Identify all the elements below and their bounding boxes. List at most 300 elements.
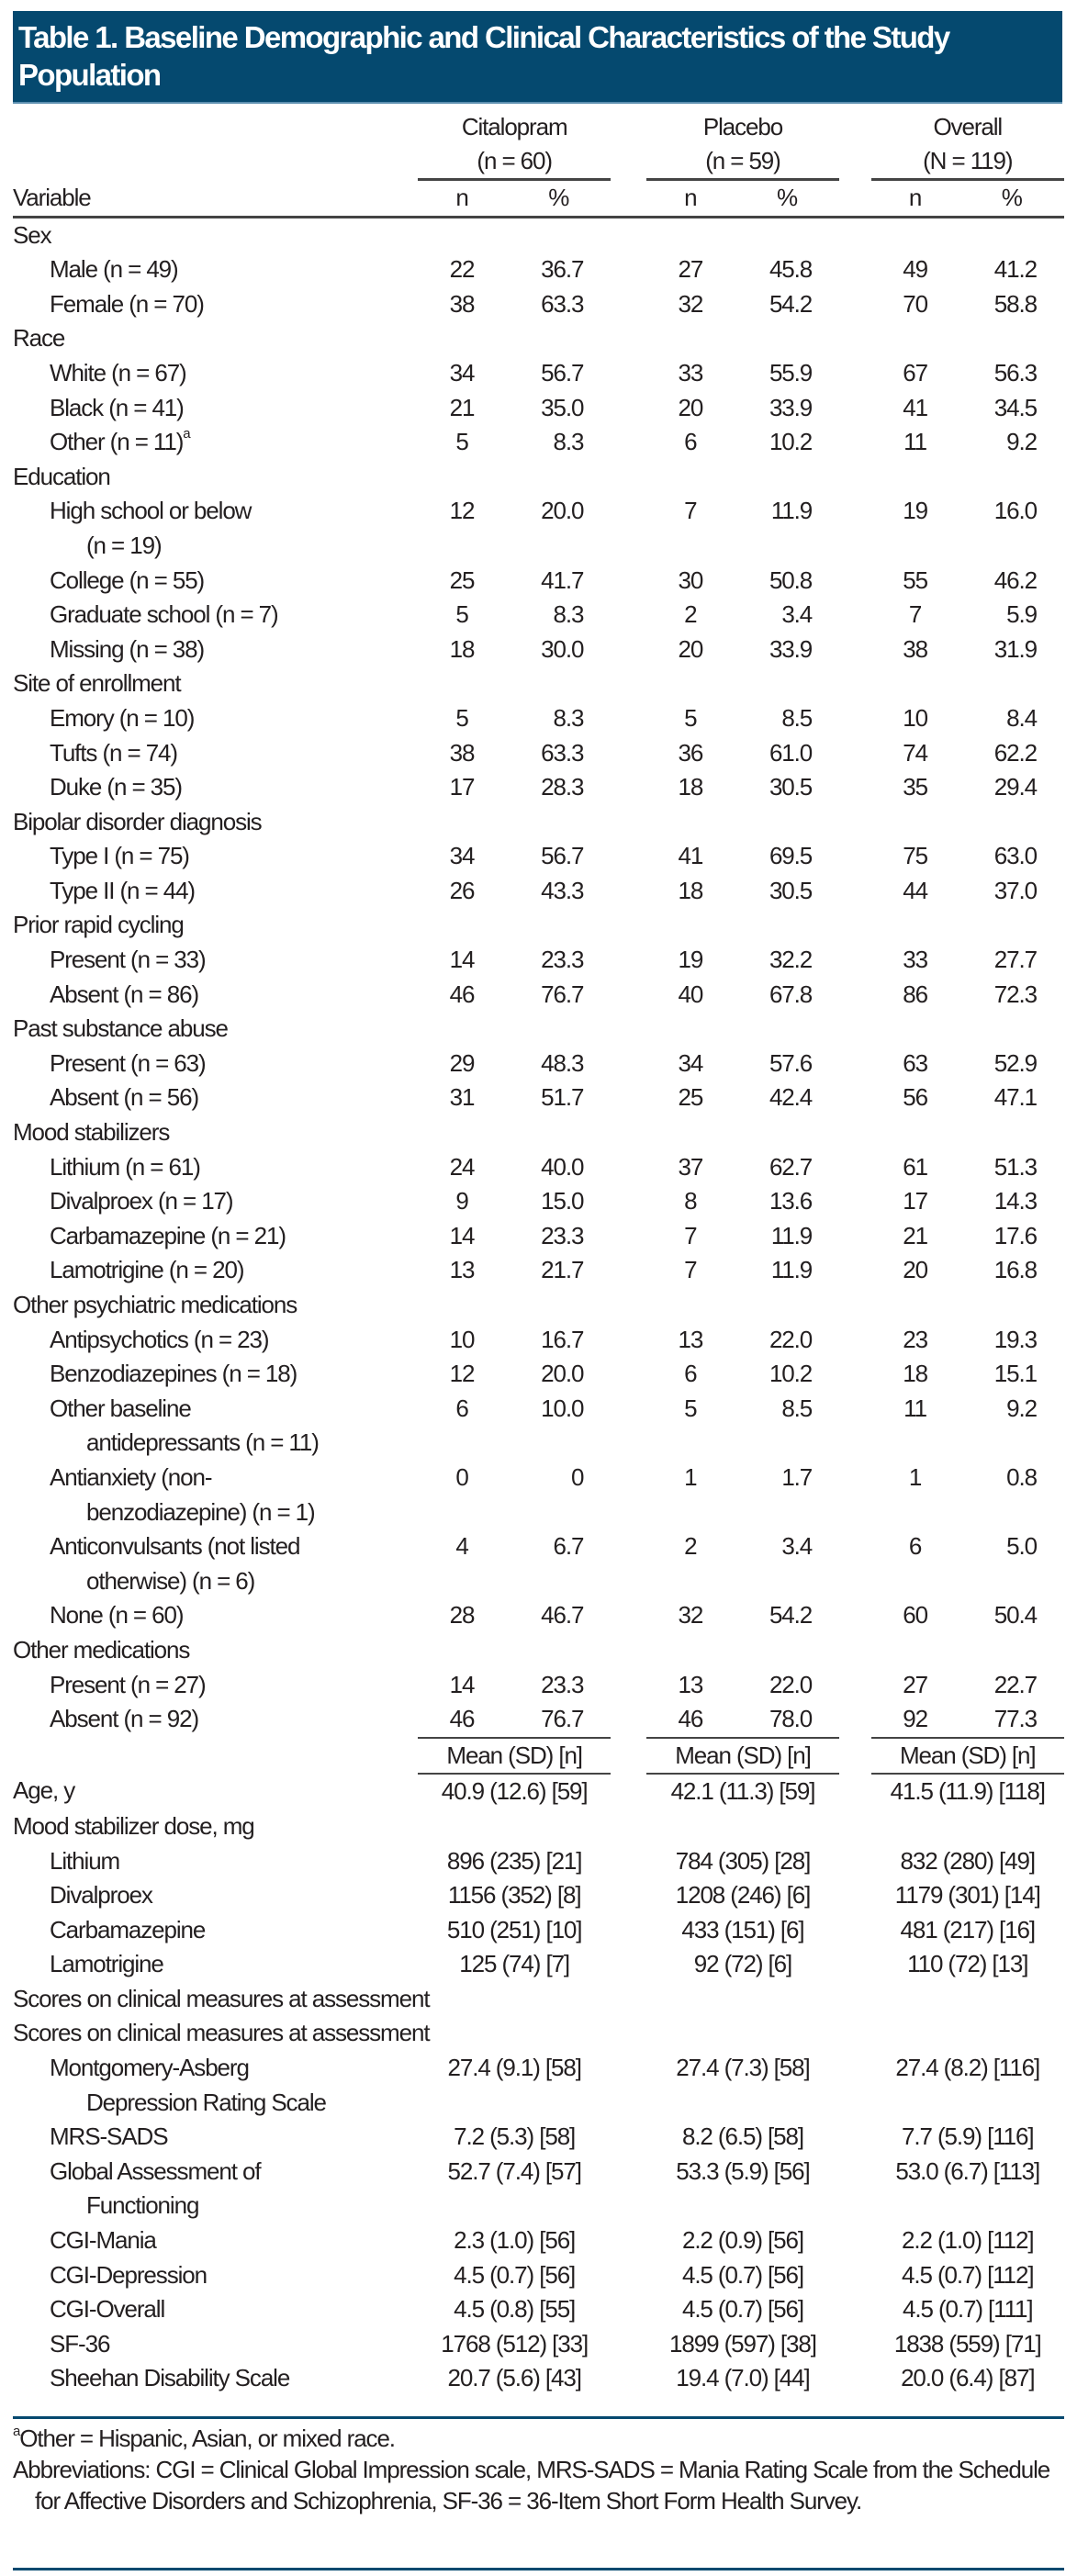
gap-cell bbox=[611, 633, 645, 667]
row-label bbox=[13, 1947, 418, 1982]
empty-cell bbox=[646, 805, 735, 840]
overall-n: 11 bbox=[903, 428, 926, 456]
citalopram-pct: 35.0 bbox=[541, 393, 584, 421]
citalopram-n: 46 bbox=[449, 1705, 475, 1733]
empty-cell bbox=[418, 1115, 506, 1150]
gap-cell bbox=[611, 1047, 645, 1081]
citalopram-mean-sd-n: 4.5 (0.7) [56] bbox=[454, 2260, 576, 2289]
overall-n: 38 bbox=[903, 634, 927, 663]
placebo-pct: 33.9 bbox=[769, 393, 813, 421]
overall-n: 21 bbox=[903, 1221, 927, 1249]
empty-cell bbox=[959, 1633, 1064, 1668]
overall-pct: 9.2 bbox=[1006, 428, 1037, 456]
gap-cell bbox=[611, 494, 645, 563]
overall-pct: 47.1 bbox=[993, 1083, 1037, 1112]
empty-cell bbox=[839, 1115, 870, 1150]
section-row bbox=[13, 321, 1064, 356]
table-row bbox=[13, 2258, 1064, 2293]
empty-cell bbox=[646, 217, 735, 252]
row-label-line: Type I (n = 75) bbox=[50, 842, 189, 870]
overall-n: 56 bbox=[903, 1083, 927, 1112]
row-label-line: antidepressants (n = 11) bbox=[86, 1428, 319, 1457]
overall-pct: 19.3 bbox=[993, 1325, 1037, 1353]
gap-cell bbox=[839, 1047, 870, 1081]
empty-cell bbox=[839, 908, 870, 943]
gap-cell bbox=[839, 1598, 870, 1633]
citalopram-n: 4 bbox=[455, 1532, 468, 1561]
gap-cell bbox=[611, 1461, 645, 1529]
placebo-pct: 30.5 bbox=[769, 773, 813, 801]
overall-mean-sd-n: 7.7 (5.9) [116] bbox=[902, 2122, 1034, 2151]
row-label-line: Present (n = 27) bbox=[50, 1670, 206, 1698]
placebo-mean-sd-n: 784 (305) [28] bbox=[675, 1846, 811, 1875]
citalopram-n: 9 bbox=[455, 1187, 468, 1215]
empty-cell bbox=[871, 460, 959, 495]
placebo-pct: 11.9 bbox=[770, 1221, 813, 1249]
citalopram-n: 14 bbox=[449, 1221, 475, 1249]
overall-pct: 51.3 bbox=[993, 1152, 1037, 1181]
table-row bbox=[13, 2155, 1064, 2223]
row-label-line: Present (n = 63) bbox=[50, 1048, 206, 1077]
placebo-n: 7 bbox=[684, 1221, 697, 1249]
citalopram-pct: 23.3 bbox=[541, 1670, 584, 1698]
overall-n: 6 bbox=[908, 1532, 922, 1561]
gap-cell bbox=[839, 1253, 870, 1288]
citalopram-pct: 16.7 bbox=[541, 1325, 584, 1353]
overall-n: 63 bbox=[903, 1048, 927, 1077]
row-label-line: Antipsychotics (n = 23) bbox=[50, 1325, 269, 1353]
table-body bbox=[13, 217, 1064, 2396]
citalopram-n: 24 bbox=[449, 1152, 475, 1181]
gap-cell bbox=[839, 564, 870, 599]
row-label-line: Sheehan Disability Scale bbox=[50, 2364, 290, 2392]
citalopram-n: 13 bbox=[449, 1256, 475, 1284]
empty-cell bbox=[959, 1288, 1064, 1323]
row-label-line: Carbamazepine (n = 21) bbox=[50, 1221, 286, 1249]
gap-cell bbox=[611, 874, 645, 909]
section-label-line: Other medications bbox=[13, 1635, 190, 1663]
citalopram-n: 31 bbox=[449, 1083, 475, 1112]
placebo-pct: 3.4 bbox=[781, 600, 813, 629]
empty-cell bbox=[871, 666, 959, 701]
mean-sd-n-header: Mean (SD) [n] bbox=[871, 1738, 1064, 1775]
overall-pct: 46.2 bbox=[993, 566, 1037, 594]
placebo-mean-sd-n: 433 (151) [6] bbox=[681, 1915, 804, 1943]
citalopram-pct: 46.7 bbox=[541, 1601, 584, 1630]
section-label-line: Scores on clinical measures at assessment bbox=[13, 1984, 430, 2012]
citalopram-n: 17 bbox=[449, 773, 475, 801]
citalopram-pct: 8.3 bbox=[553, 428, 584, 456]
row-label bbox=[13, 633, 418, 667]
gap-cell bbox=[611, 2361, 645, 2396]
row-label bbox=[13, 2258, 418, 2293]
row-label bbox=[13, 736, 418, 771]
overall-n: 75 bbox=[903, 842, 927, 870]
table-row bbox=[13, 564, 1064, 599]
empty-cell bbox=[506, 1982, 611, 2051]
row-label-line: Missing (n = 38) bbox=[50, 634, 205, 663]
empty-cell bbox=[646, 1809, 735, 1844]
empty-cell bbox=[735, 1288, 839, 1323]
table-row bbox=[13, 1357, 1064, 1392]
citalopram-n: 18 bbox=[449, 634, 475, 663]
empty-cell bbox=[418, 908, 506, 943]
row-label-line: Lithium bbox=[50, 1846, 120, 1875]
row-label-line: Anticonvulsants (not listed bbox=[50, 1532, 300, 1561]
citalopram-pct: 56.7 bbox=[541, 842, 584, 870]
section-label bbox=[13, 805, 418, 840]
placebo-pct: 78.0 bbox=[769, 1705, 813, 1733]
gap-cell bbox=[839, 1878, 870, 1913]
empty-cell bbox=[735, 805, 839, 840]
section-label bbox=[13, 1633, 418, 1668]
table-row bbox=[13, 978, 1064, 1013]
footnote-a-text: Other = Hispanic, Asian, or mixed race. bbox=[19, 2425, 395, 2452]
empty-cell bbox=[646, 666, 735, 701]
overall-pct: 31.9 bbox=[993, 634, 1037, 663]
placebo-pct: 22.0 bbox=[769, 1670, 813, 1698]
empty-cell bbox=[959, 460, 1064, 495]
table-row bbox=[13, 356, 1064, 391]
row-label-line: Divalproex (n = 17) bbox=[50, 1187, 233, 1215]
placebo-pct: 33.9 bbox=[769, 634, 813, 663]
row-label-line: Functioning bbox=[86, 2191, 199, 2220]
table-title: Table 1. Baseline Demographic and Clinical Characteristics of the Study Population bbox=[18, 20, 949, 92]
citalopram-pct: 15.0 bbox=[541, 1187, 584, 1215]
section-label bbox=[13, 460, 418, 495]
row-label bbox=[13, 1913, 418, 1948]
gap-cell bbox=[611, 1184, 645, 1219]
section-label bbox=[13, 321, 418, 356]
gap-cell bbox=[611, 1219, 645, 1254]
citalopram-pct: 10.0 bbox=[541, 1394, 584, 1422]
citalopram-n: 5 bbox=[455, 600, 468, 629]
gap-cell bbox=[611, 1774, 645, 1809]
overall-pct: 14.3 bbox=[993, 1187, 1037, 1215]
placebo-mean-sd-n: 53.3 (5.9) [56] bbox=[676, 2156, 810, 2185]
empty-cell bbox=[839, 1633, 870, 1668]
citalopram-pct: 6.7 bbox=[553, 1532, 584, 1561]
row-label-line: Absent (n = 92) bbox=[50, 1705, 198, 1733]
section-label-line: Bipolar disorder diagnosis bbox=[13, 807, 262, 835]
overall-pct: 29.4 bbox=[993, 773, 1037, 801]
overall-n: 19 bbox=[903, 497, 927, 525]
empty-cell bbox=[646, 1012, 735, 1047]
gap-cell bbox=[611, 391, 645, 426]
placebo-mean-sd-n: 42.1 (11.3) [59] bbox=[670, 1777, 815, 1806]
placebo-pct: 22.0 bbox=[769, 1325, 813, 1353]
overall-n: 92 bbox=[903, 1705, 927, 1733]
table-row bbox=[13, 1392, 1064, 1461]
table-row bbox=[13, 494, 1064, 563]
empty-cell bbox=[839, 1012, 870, 1047]
row-label-line: (n = 19) bbox=[86, 531, 162, 559]
placebo-pct: 10.2 bbox=[769, 428, 813, 456]
gap-cell bbox=[611, 2223, 645, 2258]
empty-cell bbox=[839, 1982, 870, 2051]
gap-cell bbox=[839, 425, 870, 460]
gap-cell bbox=[611, 1702, 645, 1738]
placebo-pct: 45.8 bbox=[769, 255, 813, 284]
row-label bbox=[13, 425, 418, 460]
citalopram-n: 0 bbox=[455, 1462, 468, 1491]
row-label-line: None (n = 60) bbox=[50, 1601, 184, 1630]
gap-cell bbox=[839, 598, 870, 633]
empty-cell bbox=[611, 666, 645, 701]
section-row bbox=[13, 1809, 1064, 1844]
placebo-n: 6 bbox=[684, 428, 697, 456]
placebo-pct: 62.7 bbox=[769, 1152, 813, 1181]
citalopram-n: 5 bbox=[455, 428, 468, 456]
row-label bbox=[13, 1323, 418, 1358]
citalopram-n: 46 bbox=[449, 980, 475, 1008]
row-label bbox=[13, 2120, 418, 2155]
footnote-abbreviations: Abbreviations: CGI = Clinical Global Impression scale, MRS-SADS = Mania Rating Scale from the Schedule for Affective Disorders and Schizophrenia, SF-36 = 36-Item Short Form Health Survey. bbox=[13, 2456, 1050, 2514]
table-row bbox=[13, 943, 1064, 978]
placebo-mean-sd-n: 2.2 (0.9) [56] bbox=[681, 2226, 803, 2255]
section-label bbox=[13, 1012, 418, 1047]
placebo-mean-sd-n: 1208 (246) [6] bbox=[675, 1881, 811, 1910]
overall-n: 74 bbox=[903, 738, 927, 767]
empty-cell bbox=[13, 1738, 418, 1775]
gap-cell bbox=[611, 839, 645, 874]
section-row bbox=[13, 1115, 1064, 1150]
empty-cell bbox=[646, 460, 735, 495]
row-label-line: MRS-SADS bbox=[50, 2122, 168, 2151]
placebo-n: 1 bbox=[684, 1462, 697, 1491]
empty-cell bbox=[418, 1982, 506, 2051]
placebo-pct: 61.0 bbox=[769, 738, 813, 767]
placebo-pct: 57.6 bbox=[769, 1048, 813, 1077]
row-label bbox=[13, 1184, 418, 1219]
row-label: Age, y bbox=[13, 1776, 75, 1805]
citalopram-mean-sd-n: 896 (235) [21] bbox=[446, 1846, 582, 1875]
overall-pct: 41.2 bbox=[993, 255, 1037, 284]
citalopram-pct: 21.7 bbox=[541, 1256, 584, 1284]
empty-cell bbox=[959, 666, 1064, 701]
placebo-n: 5 bbox=[684, 1394, 697, 1422]
gap-cell bbox=[839, 1184, 870, 1219]
table-row bbox=[13, 1774, 1064, 1809]
empty-cell bbox=[418, 321, 506, 356]
empty-cell bbox=[735, 1633, 839, 1668]
empty-cell bbox=[735, 1982, 839, 2051]
citalopram-pct: 48.3 bbox=[541, 1048, 584, 1077]
placebo-n: 27 bbox=[678, 255, 703, 284]
citalopram-pct: 23.3 bbox=[541, 1221, 584, 1249]
placebo-mean-sd-n: 4.5 (0.7) [56] bbox=[681, 2260, 803, 2289]
row-label-line: Antianxiety (non- bbox=[50, 1462, 212, 1491]
placebo-n: 5 bbox=[684, 703, 697, 732]
empty-cell bbox=[506, 217, 611, 252]
table-row bbox=[13, 598, 1064, 633]
row-label-line: White (n = 67) bbox=[50, 358, 186, 386]
overall-n: 11 bbox=[903, 1394, 926, 1422]
gap-cell bbox=[611, 2258, 645, 2293]
placebo-n: 6 bbox=[684, 1360, 697, 1388]
section-row bbox=[13, 1288, 1064, 1323]
citalopram-pct: 36.7 bbox=[541, 255, 584, 284]
placebo-n: 2 bbox=[684, 600, 697, 629]
empty-cell bbox=[959, 805, 1064, 840]
overall-n: 55 bbox=[903, 566, 927, 594]
row-label bbox=[13, 2223, 418, 2258]
empty-cell bbox=[506, 321, 611, 356]
table-title-bar bbox=[13, 11, 1062, 104]
section-row bbox=[13, 1982, 1064, 2051]
section-row bbox=[13, 1012, 1064, 1047]
placebo-pct: 11.9 bbox=[770, 1256, 813, 1284]
table-row bbox=[13, 1668, 1064, 1703]
table-row bbox=[13, 425, 1064, 460]
row-label bbox=[13, 701, 418, 736]
overall-mean-sd-n: 2.2 (1.0) [112] bbox=[902, 2226, 1034, 2255]
citalopram-pct: 8.3 bbox=[553, 600, 584, 629]
placebo-n: 40 bbox=[678, 980, 703, 1008]
citalopram-n: 29 bbox=[449, 1048, 475, 1077]
placebo-pct: 32.2 bbox=[769, 946, 813, 974]
empty-cell bbox=[959, 908, 1064, 943]
section-label-line: Mood stabilizer dose, mg bbox=[13, 1811, 254, 1840]
citalopram-pct: 76.7 bbox=[541, 980, 584, 1008]
empty-cell bbox=[418, 217, 506, 252]
overall-pct: 0.8 bbox=[1006, 1462, 1037, 1491]
table-row bbox=[13, 2051, 1064, 2120]
table-row bbox=[13, 2120, 1064, 2155]
empty-cell bbox=[506, 1115, 611, 1150]
row-label-line: SF-36 bbox=[50, 2329, 110, 2358]
empty-cell bbox=[959, 1809, 1064, 1844]
citalopram-n: 5 bbox=[455, 703, 468, 732]
overall-n: 1 bbox=[908, 1462, 922, 1491]
gap-cell bbox=[611, 1529, 645, 1598]
empty-cell bbox=[506, 1809, 611, 1844]
placebo-pct: 8.5 bbox=[781, 703, 813, 732]
gap-cell bbox=[611, 2327, 645, 2362]
empty-cell bbox=[611, 805, 645, 840]
empty-cell bbox=[611, 1115, 645, 1150]
gap-cell bbox=[839, 1150, 870, 1185]
citalopram-pct: 40.0 bbox=[541, 1152, 584, 1181]
row-label-line: Global Assessment of bbox=[50, 2156, 261, 2185]
overall-pct: 5.0 bbox=[1006, 1532, 1037, 1561]
table-row bbox=[13, 839, 1064, 874]
row-label bbox=[13, 494, 418, 563]
table-row bbox=[13, 2223, 1064, 2258]
table-row bbox=[13, 1598, 1064, 1633]
citalopram-n: 12 bbox=[449, 497, 475, 525]
col-variable: Variable bbox=[13, 181, 418, 217]
group-placebo-n: (n = 59) bbox=[705, 147, 780, 174]
placebo-pct: 42.4 bbox=[769, 1083, 813, 1112]
gap-cell bbox=[611, 943, 645, 978]
empty-cell bbox=[611, 217, 645, 252]
section-label bbox=[13, 1809, 418, 1844]
section-label bbox=[13, 908, 418, 943]
citalopram-pct: 20.0 bbox=[541, 497, 584, 525]
table-row bbox=[13, 2361, 1064, 2396]
overall-pct: 62.2 bbox=[993, 738, 1037, 767]
gap-cell bbox=[839, 1357, 870, 1392]
citalopram-pct: 76.7 bbox=[541, 1705, 584, 1733]
gap-cell bbox=[611, 598, 645, 633]
gap-cell bbox=[839, 978, 870, 1013]
row-label bbox=[13, 978, 418, 1013]
section-label-line: Mood stabilizers bbox=[13, 1118, 170, 1147]
table-row bbox=[13, 633, 1064, 667]
overall-pct: 37.0 bbox=[993, 876, 1037, 904]
row-label bbox=[13, 1598, 418, 1633]
empty-cell bbox=[418, 1012, 506, 1047]
placebo-n: 32 bbox=[678, 1601, 703, 1630]
row-label bbox=[13, 1047, 418, 1081]
table-row bbox=[13, 1702, 1064, 1738]
gap-cell bbox=[839, 2223, 870, 2258]
section-row bbox=[13, 908, 1064, 943]
overall-pct: 16.8 bbox=[993, 1256, 1037, 1284]
row-label-line: College (n = 55) bbox=[50, 566, 205, 594]
gap-cell bbox=[839, 1844, 870, 1879]
row-label bbox=[13, 943, 418, 978]
overall-mean-sd-n: 481 (217) [16] bbox=[900, 1915, 1036, 1943]
row-label bbox=[13, 1253, 418, 1288]
group-name-row bbox=[13, 110, 1064, 144]
empty-cell bbox=[646, 321, 735, 356]
row-label-line: Graduate school (n = 7) bbox=[50, 600, 278, 629]
footnote-marker: a bbox=[13, 2424, 20, 2439]
gap-cell bbox=[839, 1913, 870, 1948]
group-overall: Overall bbox=[933, 113, 1003, 140]
gap-cell bbox=[611, 1913, 645, 1948]
placebo-pct: 54.2 bbox=[769, 1601, 813, 1630]
gap-cell bbox=[839, 2327, 870, 2362]
gap-cell bbox=[611, 978, 645, 1013]
overall-n: 61 bbox=[903, 1152, 927, 1181]
empty-cell bbox=[839, 1288, 870, 1323]
table-row bbox=[13, 1219, 1064, 1254]
section-row bbox=[13, 666, 1064, 701]
gap-cell bbox=[839, 2292, 870, 2327]
placebo-n: 13 bbox=[678, 1325, 703, 1353]
footnote-a bbox=[13, 2423, 1064, 2454]
placebo-mean-sd-n: 27.4 (7.3) [58] bbox=[676, 2054, 810, 2082]
section-row bbox=[13, 460, 1064, 495]
citalopram-n: 26 bbox=[449, 876, 475, 904]
row-label bbox=[13, 839, 418, 874]
row-label bbox=[13, 2051, 418, 2120]
placebo-n: 37 bbox=[678, 1152, 703, 1181]
overall-n: 17 bbox=[903, 1187, 927, 1215]
placebo-n: 25 bbox=[678, 1083, 703, 1112]
citalopram-mean-sd-n: 40.9 (12.6) [59] bbox=[441, 1777, 588, 1806]
section-label-line: Site of enrollment bbox=[13, 669, 181, 698]
citalopram-pct: 23.3 bbox=[541, 946, 584, 974]
gap-cell bbox=[839, 1219, 870, 1254]
row-label-line: Absent (n = 86) bbox=[50, 980, 198, 1008]
gap-cell bbox=[839, 391, 870, 426]
gap-cell bbox=[611, 1844, 645, 1879]
citalopram-n: 34 bbox=[449, 842, 475, 870]
table-row bbox=[13, 287, 1064, 322]
gap-cell bbox=[839, 252, 870, 287]
gap-cell bbox=[611, 1598, 645, 1633]
row-label-line: Present (n = 33) bbox=[50, 946, 206, 974]
group-placebo: Placebo bbox=[702, 113, 783, 140]
row-label-line: Other (n = 11)$^a$ bbox=[50, 426, 190, 456]
row-label bbox=[13, 1392, 418, 1461]
placebo-n: 32 bbox=[678, 289, 703, 318]
empty-cell bbox=[871, 217, 959, 252]
